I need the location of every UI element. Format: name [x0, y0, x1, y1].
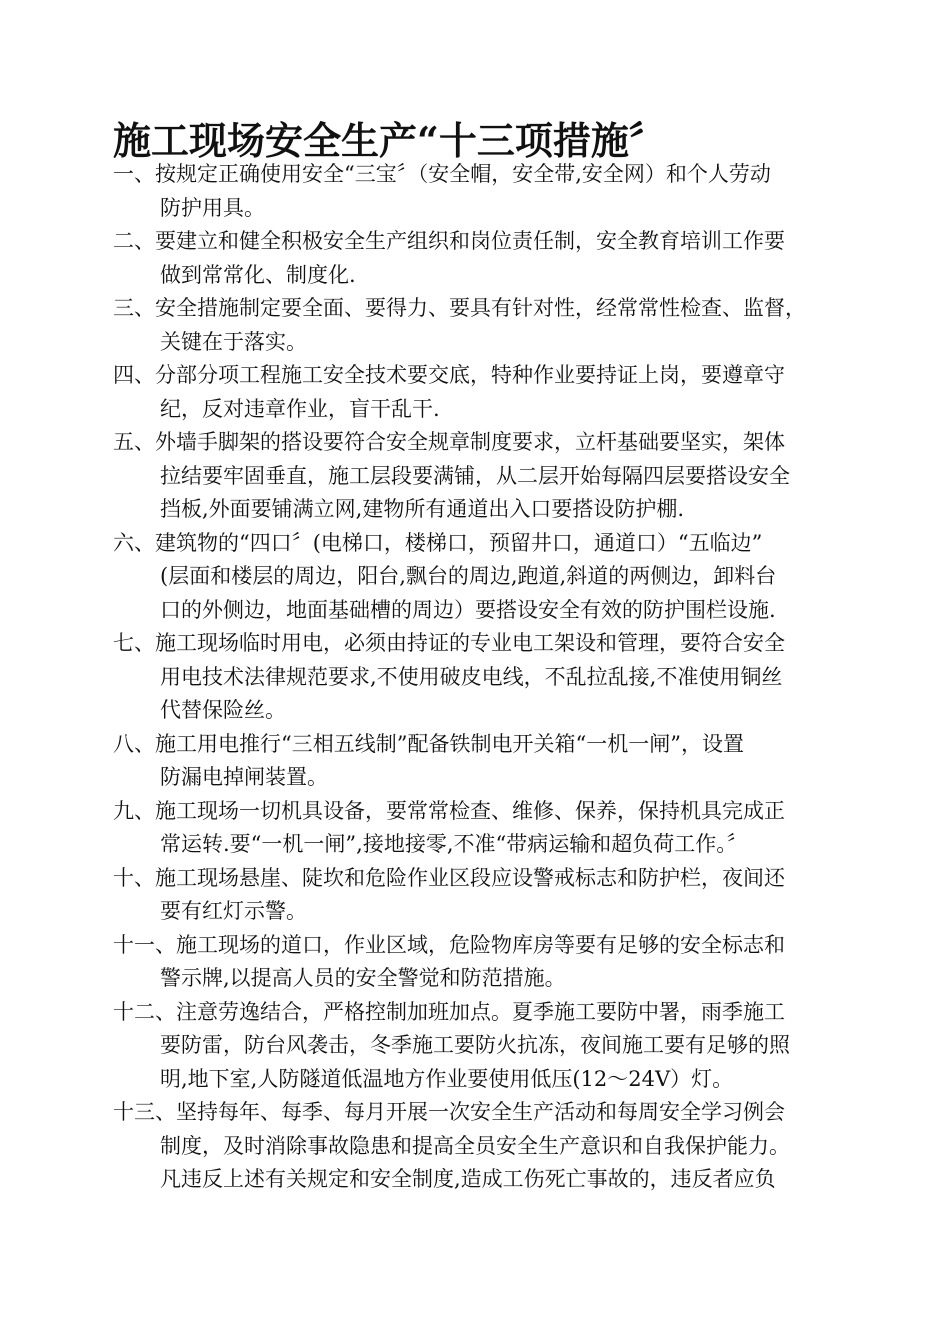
list-item: [113, 158, 853, 192]
list-item-continuation: [113, 192, 853, 226]
list-item-text: 六、建筑物的“四口〞(电梯口，楼梯口，预留井口，通道口）“五临边”: [113, 530, 763, 555]
list-item-text: 明,地下室,人防隧道低温地方作业要使用低压(12～24V）灯。: [160, 1066, 734, 1091]
list-item-text: 挡板,外面要铺满立网,建物所有通道出入口要搭设防护棚.: [160, 497, 685, 521]
list-item: [113, 627, 853, 661]
list-item-continuation: [113, 962, 853, 996]
list-item-text: 七、施工现场临时用电，必须由持证的专业电工架设和管理，要符合安全: [113, 631, 785, 655]
list-item-text: 八、施工用电推行“三相五线制”配备铁制电开关箱“一机一闸”，设置: [113, 731, 744, 756]
list-item-text: 二、要建立和健全积极安全生产组织和岗位责任制，安全教育培训工作要: [113, 229, 785, 253]
list-item-text: 用电技术法律规范要求,不使用破皮电线，不乱拉乱接,不准使用铜丝: [160, 664, 783, 689]
list-item-continuation: [113, 1029, 853, 1063]
list-item-continuation: [113, 828, 853, 862]
list-item-text: 制度，及时消除事故隐患和提高全员安全生产意识和自我保护能力。: [160, 1133, 790, 1158]
list-item-text: 要防雷，防台风袭击，冬季施工要防火抗冻，夜间施工要有足够的照: [160, 1033, 790, 1057]
list-item-text: 防护用具。: [160, 195, 265, 220]
list-item: [113, 929, 853, 963]
list-item: [113, 527, 853, 561]
list-item-continuation: [113, 1063, 853, 1097]
list-item-text: 十三、坚持每年、每季、每月开展一次安全生产活动和每周安全学习例会: [113, 1100, 785, 1124]
list-item-continuation: [113, 661, 853, 695]
list-item: [113, 795, 853, 829]
list-item: [113, 225, 853, 259]
list-item-text: 关键在于落实。: [160, 329, 307, 354]
list-item: [113, 862, 853, 896]
list-item-text: (层面和楼层的周边，阳台,飘台的周边,跑道,斜道的两侧边，卸料台: [160, 564, 777, 588]
list-item-continuation: [113, 560, 853, 594]
list-item-text: 五、外墙手脚架的搭设要符合安全规章制度要求，立杆基础要坚实，架体: [113, 430, 785, 454]
measures-list: [113, 158, 853, 1197]
list-item-continuation: [113, 761, 853, 795]
list-item: [113, 1096, 853, 1130]
list-item-continuation: [113, 460, 853, 494]
list-item-text: 警示牌,以提高人员的安全警觉和防范措施。: [160, 966, 566, 990]
list-item-text: 口的外侧边，地面基础槽的周边）要搭设安全有效的防护围栏设施.: [160, 597, 776, 622]
list-item-continuation: [113, 393, 853, 427]
list-item-continuation: [113, 1130, 853, 1164]
list-item-text: 九、施工现场一切机具设备，要常常检查、维修、保养，保持机具完成正: [113, 798, 785, 823]
list-item-text: 三、安全措施制定要全面、要得力、要具有针对性，经常常性检查、监督，: [113, 296, 806, 320]
list-item: [113, 426, 853, 460]
list-item-continuation: [113, 594, 853, 628]
list-item-text: 拉结要牢固垂直，施工层段要满铺，从二层开始每隔四层要搭设安全: [160, 463, 790, 488]
document-title: 施工现场安全生产“十三项措施〞: [113, 118, 667, 163]
list-item-continuation: [113, 895, 853, 929]
list-item-continuation: [113, 493, 853, 527]
list-item-text: 防漏电掉闸装置。: [160, 765, 328, 789]
list-item: [113, 359, 853, 393]
list-item-text: 十、施工现场悬崖、陡坎和危险作业区段应设警戒标志和防护栏，夜间还: [113, 865, 785, 890]
list-item-text: 常运转.要“一机一闸”,接地接零,不准“带病运输和超负荷工作。〞: [160, 832, 748, 856]
list-item-continuation: [113, 694, 853, 728]
list-item-continuation: [113, 326, 853, 360]
list-item: [113, 728, 853, 762]
list-item-text: 做到常常化、制度化.: [160, 262, 356, 287]
list-item-text: 十一、施工现场的道口，作业区域，危险物库房等要有足够的安全标志和: [113, 932, 785, 957]
list-item-continuation: [113, 259, 853, 293]
list-item-text: 一、按规定正确使用安全“三宝〞（安全帽，安全带,安全网）和个人劳动: [113, 162, 771, 186]
list-item: [113, 996, 853, 1030]
list-item: [113, 292, 853, 326]
list-item-text: 代替保险丝。: [160, 698, 286, 722]
list-item-text: 十二、注意劳逸结合，严格控制加班加点。夏季施工要防中署，雨季施工: [113, 999, 785, 1024]
list-item-continuation: [113, 1163, 853, 1197]
list-item-text: 要有红灯示警。: [160, 899, 307, 923]
list-item-text: 四、分部分项工程施工安全技术要交底，特种作业要持证上岗，要遵章守: [113, 363, 785, 387]
list-item-text: 凡违反上述有关规定和安全制度,造成工伤死亡事故的，违反者应负: [160, 1167, 776, 1191]
list-item-text: 纪，反对违章作业，盲干乱干.: [160, 396, 440, 421]
